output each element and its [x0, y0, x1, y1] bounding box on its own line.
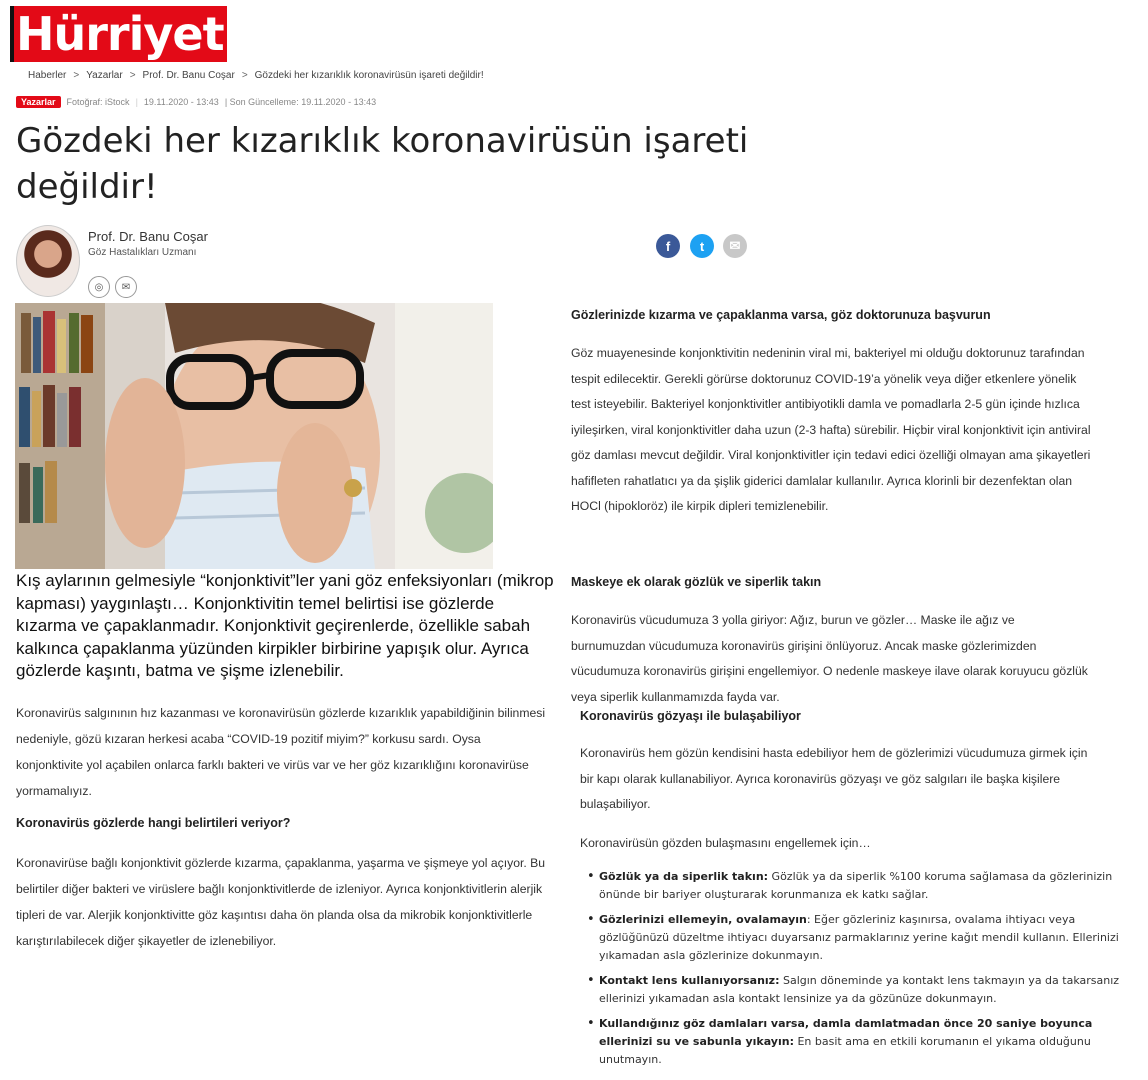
author-avatar[interactable] — [16, 225, 80, 297]
breadcrumb-item[interactable]: Yazarlar — [86, 70, 123, 81]
section-heading — [580, 704, 1100, 730]
breadcrumb-item[interactable]: Haberler — [28, 70, 67, 81]
meta-divider: | — [135, 97, 138, 107]
list-item-text: Salgın döneminde ya kontakt lens takmayın ya da takarsanız ellerinizi yıkamadan asla kontakt lensinize ya da gözünüze dokunmayın. — [599, 974, 1120, 1005]
updated-date: | Son Güncelleme: 19.11.2020 - 13:43 — [224, 97, 377, 107]
author-title: Göz Hastalıkları Uzmanı — [88, 247, 197, 258]
breadcrumb-current: Gözdeki her kızarıklık koronavirüsün işareti değildir! — [254, 70, 484, 81]
list-item-bold: Gözlük ya da siperlik takın: — [599, 870, 769, 883]
list-item — [587, 911, 1140, 965]
share-mail-icon[interactable]: ✉ — [723, 234, 747, 258]
list-item-bold: Kullandığınız göz damlaları varsa, damla damlatmadan önce 20 saniye boyunca ellerinizi su ve sabunla yıkayın: — [599, 1017, 1093, 1048]
list-item — [587, 1015, 1140, 1069]
list-item-bold: Gözlerinizi ellemeyin, ovalamayın — [599, 913, 807, 926]
article-lead: Kış aylarının gelmesiyle “konjonktivit”ler yani göz enfeksiyonları (mikrop kapması) yaygınlaştı… Konjonktivitin temel belirtisi ise gözlerde kızarma ve çapaklanmadır. Konjonktivit geçirenlerde, özellikle sabah kalkınca çapaklanma yüzünden kirpikler birbirine yapışık olur. Ayrıca gözlerde kaşıntı, batma ve şişme izlenebilir. — [16, 571, 554, 680]
page-title: Gözdeki her kızarıklık koronavirüsün işareti değildir! — [16, 121, 749, 207]
heading-text: Koronavirüs gözyaşı ile bulaşabiliyor — [580, 709, 801, 723]
heading-text: Gözlerinizde kızarma ve çapaklanma varsa, göz doktorunuza başvurun — [571, 308, 991, 322]
section-heading: Koronavirüs gözlerde hangi belirtileri veriyor? — [16, 816, 291, 830]
left-column — [16, 700, 546, 954]
logo-text: Hürriyet — [16, 7, 224, 61]
paragraph: Koronavirüse bağlı konjonktivit gözlerde kızarma, çapaklanma, yaşarma ve şişmeye yol açıyor. Bu belirtiler diğer bakteri ve virüslere bağlı konjonktivitlerde de izleniyor. Ayrıca konjonktivitlerin alerjik tipleri de var. Alerjik konjonktivitte göz kaşıntısı daha ön planda olsa da mikrobik konjonktivitlerle karıştırılabilecek diğer şikayetler de izlenebiliyor. — [16, 856, 546, 948]
breadcrumb-separator: > — [129, 70, 136, 81]
photo-credit: Fotoğraf: iStock — [66, 97, 130, 107]
logo-bar — [10, 6, 14, 62]
list-item — [587, 972, 1140, 1008]
paragraph: Koronavirüs hem gözün kendisini hasta edebiliyor hem de gözlerimizi vücudumuza girmek için bir kapı olarak kullanabiliyor. Ayrıca koronavirüs gözyaşı ve göz salgıları ile başka kişilere bulaşabiliyor. — [580, 746, 1088, 811]
paragraph: Koronavirüsün gözden bulaşmasını engellemek için… — [580, 836, 871, 850]
section-heading — [571, 570, 1091, 596]
breadcrumb-item[interactable]: Prof. Dr. Banu Coşar — [142, 70, 235, 81]
breadcrumb-separator: > — [73, 70, 80, 81]
mail-icon[interactable]: ✉ — [115, 276, 137, 298]
tips-list — [580, 868, 1140, 1076]
instagram-icon[interactable]: ◎ — [88, 276, 110, 298]
published-date: 19.11.2020 - 13:43 — [143, 97, 219, 107]
article-photo — [15, 303, 493, 569]
breadcrumb — [28, 70, 484, 81]
section-heading — [571, 303, 1091, 329]
twitter-icon[interactable]: t — [690, 234, 714, 258]
heading-text: Maskeye ek olarak gözlük ve siperlik takın — [571, 575, 822, 589]
list-item — [587, 868, 1140, 904]
paragraph: Koronavirüs salgınının hız kazanması ve koronavirüsün gözlerde kızarıklık yapabildiğinin bilinmesi nedeniyle, gözü kızaran herkesi acaba “COVID-19 pozitif miyim?” korkusu sardı. Oysa konjonktivite yol açabilen onlarca farklı bakteri ve virüs var ve her göz kızarıklığını koronavirüse yormamalıyız. — [16, 706, 546, 798]
list-item-text: En basit ama en etkili korumanın el yıkama olduğunu unutmayın. — [599, 1035, 1091, 1066]
category-badge[interactable]: Yazarlar — [16, 96, 61, 108]
list-item-text: : Eğer gözleriniz kaşınırsa, ovalama ihtiyacı veya gözlüğünüzü düzeltme ihtiyacı duyarsanız parmaklarınız yerine kağıt mendil kullanın. Ellerinizi yıkamadan asla gözlerinize dokunmayın. — [599, 913, 1119, 962]
paragraph: Göz muayenesinde konjonktivitin nedeninin viral mi, bakteriyel mi olduğu doktorunuz tarafından tespit edilecektir. Gerekli görürse doktorunuz COVID-19’a yönelik veya diğer etkenlere yönelik test isteyebilir. Bakteriyel konjonktivitler antibiyotikli damla ve pomadlarla 2-5 gün içinde hızlıca iyileşirken, viral konjonktivitler daha uzun (2-3 hafta) sürebilir. Hiçbir viral konjonktivit için antiviral göz damlası mevcut değildir. Viral konjonktivitler için tedavi edici özelliği olmayan ama şikayetleri hafifleten rahatlatıcı ya da şişlik giderici damlalar kullanılır. Ayrıca klorinli bir dezenfektan olan HOCl (hipokloröz) ile kirpik dipleri temizlenebilir. — [571, 346, 1091, 513]
paragraph: Koronavirüs vücudumuza 3 yolla giriyor: Ağız, burun ve gözler… Maske ile ağız ve burnumuzdan vücudumuza koronavirüs girişini önlüyoruz. Ancak maske gözlerimizden vücudumuza koronavirüs girişini engellemiyor. O nedenle maskeye ilave olarak koruyucu gözlük veya siperlik kullanmamızda fayda var. — [571, 613, 1088, 704]
list-item-bold: Kontakt lens kullanıyorsanız: — [599, 974, 780, 987]
list-item-text: Gözlük ya da siperlik %100 koruma sağlamasa da gözlerinizin önünde bir bariyer oluşturarak korunmanıza ek katkı sağlar. — [599, 870, 1113, 901]
author-name[interactable]: Prof. Dr. Banu Coşar — [88, 229, 208, 244]
breadcrumb-separator: > — [241, 70, 248, 81]
hurriyet-logo[interactable] — [10, 6, 227, 62]
facebook-icon[interactable]: f — [656, 234, 680, 258]
article-meta — [16, 96, 376, 108]
